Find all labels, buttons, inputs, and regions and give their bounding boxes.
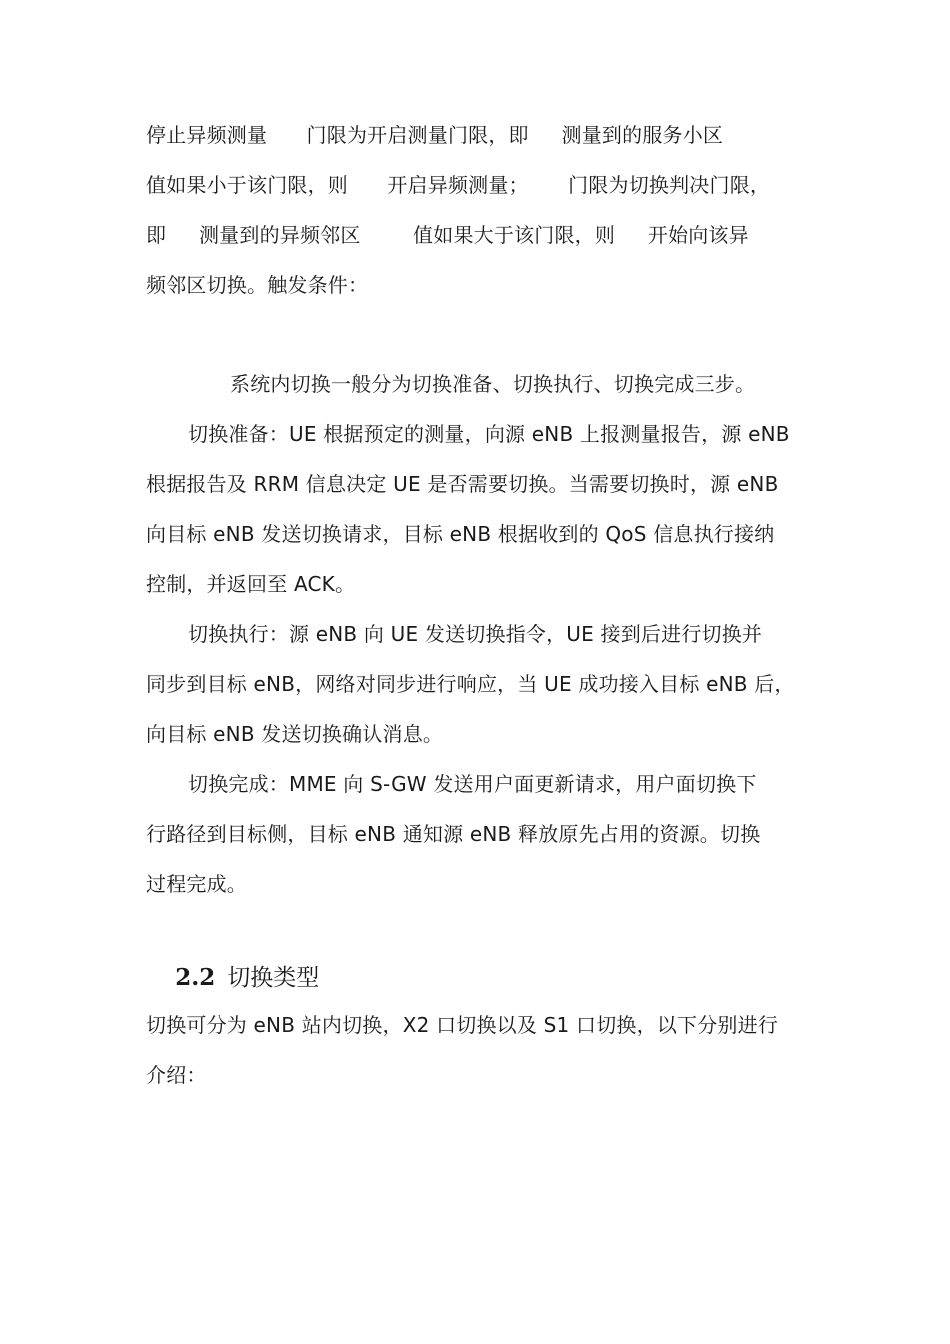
paragraph-4-line-2: 同步到目标 eNB，网络对同步进行响应，当 UE 成功接入目标 eNB 后， [146,672,795,696]
section-heading [146,933,319,1023]
paragraph-6-line-2: 介绍： [146,1063,207,1087]
paragraph-3-line-2: 根据报告及 RRM 信息决定 UE 是否需要切换。当需要切换时，源 eNB [146,472,779,496]
paragraph-3-line-4: 控制，并返回至 ACK。 [146,572,356,596]
paragraph-1-line-3: 即 测量到的异频邻区 值如果大于该门限，则 开始向该异 [146,223,749,247]
paragraph-5-line-1: 切换完成：MME 向 S-GW 发送用户面更新请求，用户面切换下 [188,772,757,796]
paragraph-1-line-1: 停止异频测量 门限为开启测量门限，即 测量到的服务小区 [146,123,724,147]
paragraph-4-line-1: 切换执行：源 eNB 向 UE 发送切换指令，UE 接到后进行切换并 [188,622,763,646]
paragraph-1-line-4: 频邻区切换。触发条件： [146,273,369,297]
paragraph-3-line-3: 向目标 eNB 发送切换请求，目标 eNB 根据收到的 QoS 信息执行接纳 [146,522,775,546]
paragraph-2-line-1: 系统内切换一般分为切换准备、切换执行、切换完成三步。 [230,372,756,396]
paragraph-5-line-3: 过程完成。 [146,872,247,896]
section-number: 2.2 [175,964,216,991]
paragraph-3-line-1: 切换准备：UE 根据预定的测量，向源 eNB 上报测量报告，源 eNB [188,422,790,446]
paragraph-4-line-3: 向目标 eNB 发送切换确认消息。 [146,722,444,746]
paragraph-5-line-2: 行路径到目标侧，目标 eNB 通知源 eNB 释放原先占用的资源。切换 [146,822,761,846]
section-title: 切换类型 [227,965,320,991]
paragraph-6-line-1: 切换可分为 eNB 站内切换，X2 口切换以及 S1 口切换，以下分别进行 [146,1013,779,1037]
paragraph-1-line-2: 值如果小于该门限，则 开启异频测量； 门限为切换判决门限， [146,173,771,197]
